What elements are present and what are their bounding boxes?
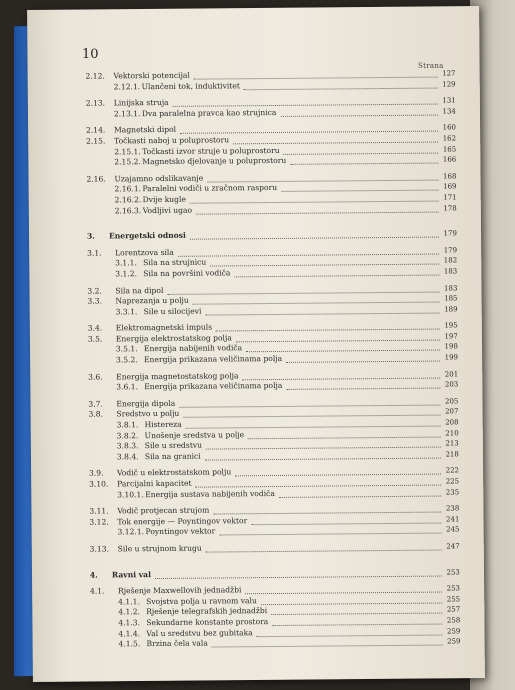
toc-entry-page: 179	[443, 229, 457, 238]
toc-entry-number: 3.9.	[88, 468, 104, 479]
toc-dot-leader	[286, 378, 440, 390]
toc-entry-page: 182	[443, 256, 458, 265]
toc-entry-page: 183	[443, 267, 458, 276]
toc-entry-number: 2.13.1.	[113, 108, 141, 119]
toc-entry-number: 3.6.	[88, 372, 103, 382]
toc-entry-number: 3.1.	[87, 248, 102, 258]
toc-entry-page: 171	[443, 193, 457, 202]
toc-entry-page: 238	[445, 504, 460, 513]
toc-entry-page: 245	[446, 525, 460, 534]
toc-dot-leader	[205, 447, 441, 460]
toc-entry-page: 168	[442, 172, 457, 181]
toc-entry-page: 255	[446, 595, 461, 604]
toc-entry-title: Naprezanja u polju	[115, 295, 189, 306]
toc-dot-leader	[281, 104, 438, 116]
toc-entry-page: 207	[445, 407, 459, 416]
toc-entry-number: 3.5.2.	[115, 355, 138, 365]
toc-dot-leader	[190, 227, 439, 240]
toc-entry-page: 195	[444, 321, 458, 330]
toc-dot-leader	[244, 77, 438, 90]
toc-entry-number: 3.10.1.	[117, 489, 144, 499]
toc-entry-number: 3.4.	[87, 323, 103, 333]
toc-entry-page: 213	[445, 439, 459, 448]
toc-entry-page: 189	[444, 305, 458, 314]
toc-entry-number: 4.1.5.	[118, 639, 141, 649]
toc-entry-page: 210	[445, 429, 459, 438]
toc-entry-page: 253	[446, 567, 460, 577]
toc-entry-title: Tok energije — Poyntingov vektor	[117, 516, 248, 527]
toc-entry-number: 4.1.1.	[118, 596, 140, 607]
toc-entry-number: 4.1.3.	[118, 618, 141, 628]
page-number: 10	[82, 47, 99, 62]
toc-entry-page: 201	[444, 370, 459, 379]
toc-entry-title: Sile u strujnom krugu	[117, 543, 202, 554]
toc-entry-number: 4.1.	[89, 586, 105, 596]
toc-entry-title: Linijska struja	[113, 98, 169, 108]
toc-entry-number: 2.16.1.	[114, 184, 142, 194]
toc-entry-title: Dvije kugle	[142, 194, 186, 205]
toc-entry-number: 2.15.2.	[114, 157, 141, 167]
toc-entry-title: Uzajamno odslikavanje	[114, 173, 204, 184]
table-of-contents	[85, 68, 462, 650]
toc-entry-page: 218	[445, 450, 459, 459]
toc-entry-page: 259	[446, 626, 461, 636]
toc-entry-title: Magnetski dipol	[113, 125, 177, 135]
toc-entry-number: 4.1.4.	[118, 628, 141, 638]
toc-entry-page: 257	[446, 605, 461, 614]
toc-entry-number: 3.10.	[89, 479, 109, 489]
toc-entry-number: 3.12.	[89, 517, 109, 527]
toc-entry-number: 3.8.3.	[116, 441, 139, 451]
toc-dot-leader	[211, 635, 442, 648]
toc-entry-page: 258	[446, 616, 461, 625]
toc-entry-page: 208	[445, 418, 459, 427]
toc-entry-page: 253	[446, 584, 461, 593]
toc-entry-title: Energija dipola	[116, 398, 176, 409]
toc-entry-number: 3.7.	[88, 399, 103, 409]
toc-entry-number: 3.6.1.	[116, 382, 139, 392]
toc-entry-title: Vodič u elektrostatskom polju	[116, 467, 232, 478]
toc-entry-number: 3.3.	[87, 296, 103, 306]
toc-entry-number: 3.8.4.	[116, 451, 139, 462]
toc-dot-leader	[279, 485, 441, 497]
toc-entry-page: 134	[442, 107, 456, 116]
toc-entry-title: Svojstva polja u ravnom valu	[146, 595, 257, 606]
toc-entry-title: Ulančeni tok, induktivitet	[141, 80, 240, 91]
toc-entry-title: Energija elektrostatskog polja	[115, 333, 232, 344]
toc-entry-number: 2.16.2.	[114, 195, 142, 205]
toc-entry-title: Vodič protjecan strujom	[117, 505, 210, 516]
toc-entry-title: Energija sustava nabijenih vodiča	[145, 488, 275, 499]
toc-entry-title: Sredstvo u polju	[116, 409, 180, 419]
toc-entry-title: Sila na strujnicu	[143, 257, 207, 268]
toc-dot-leader	[234, 264, 439, 277]
toc-entry-number: 3.5.1.	[115, 344, 138, 354]
toc-entry-page: 235	[445, 487, 460, 497]
toc-entry-number: 3.11.	[89, 506, 109, 516]
toc-entry-number: 3.12.1.	[117, 527, 145, 537]
toc-entry-page: 127	[442, 69, 456, 78]
toc-entry-title: Histereza	[144, 419, 182, 430]
toc-entry-title: Paralelni vodiči u zračnom rasporu	[142, 183, 278, 194]
toc-entry-page: 165	[442, 144, 457, 154]
toc-dot-leader	[206, 540, 442, 553]
toc-dot-leader	[219, 523, 441, 536]
toc-entry-page: 183	[443, 283, 458, 293]
toc-entry-title: Parcijalni kapacitet	[117, 478, 192, 489]
toc-entry-number: 3.8.2.	[116, 430, 139, 441]
toc-entry-title: Energija prikazana veličinama polja	[144, 381, 283, 392]
toc-entry-number: 3.1.2.	[115, 269, 138, 279]
toc-entry-number: 3.2.	[87, 285, 102, 296]
toc-entry-title: Sila na površini vodiča	[143, 268, 231, 279]
toc-entry-title: Energija magnetostatskog polja	[116, 370, 239, 382]
toc-entry-title: Sila na granici	[144, 451, 201, 461]
toc-entry-page: 178	[443, 203, 457, 213]
toc-entry-number: 4.1.2.	[118, 607, 140, 617]
toc-entry-title: Točkasti naboj u poluprostoru	[114, 135, 230, 146]
toc-entry-title: Brzina čela vala	[146, 638, 208, 649]
toc-entry-number: 4.	[89, 570, 98, 580]
toc-entry-title: Sila na dipol	[115, 285, 164, 295]
toc-entry-number: 2.16.	[86, 174, 106, 184]
toc-dot-leader	[290, 153, 438, 165]
toc-entry-title: Energetski odnosi	[108, 230, 186, 241]
toc-entry-title: Vektorski potencijal	[113, 70, 190, 81]
toc-dot-leader	[196, 201, 439, 214]
toc-entry-number: 3.3.1.	[115, 306, 138, 317]
toc-entry-page: 241	[445, 515, 460, 524]
toc-dot-leader	[286, 351, 440, 363]
toc-entry-title: Poyntingov vektor	[145, 526, 216, 537]
toc-entry-title: Rješenje telegrafskih jednadžbi	[146, 606, 268, 617]
toc-entry-page: 203	[444, 380, 459, 389]
toc-entry-title: Dva paralelna pravca kao strujnica	[141, 107, 277, 118]
toc-entry-number: 2.16.3.	[114, 205, 142, 215]
toc-entry-page: 162	[442, 134, 457, 143]
toc-entry-number: 2.12.1.	[113, 81, 141, 91]
toc-entry-title: Energija prikazana veličinama polja	[143, 353, 283, 365]
toc-entry-page: 259	[447, 637, 461, 646]
toc-entry-page: 205	[444, 397, 459, 406]
toc-entry-number: 3.1.1.	[115, 258, 137, 268]
toc-entry-page: 131	[442, 96, 456, 105]
toc-entry-page: 185	[444, 294, 458, 303]
toc-entry-number: 3.8.	[88, 409, 104, 420]
toc-entry-number: 2.12.	[85, 71, 105, 81]
toc-entry-title: Energija nabijenih vodiča	[143, 343, 243, 354]
toc-entry-title: Magnetsko djelovanje u poluprostoru	[142, 156, 287, 167]
toc-entry-title: Ravni val	[111, 569, 152, 579]
toc-entry-page: 225	[445, 477, 460, 486]
toc-entry-title: Vodljivi ugao	[142, 205, 193, 215]
toc-entry-number: 3.	[86, 231, 95, 241]
toc-entry-page: 179	[443, 246, 458, 255]
toc-entry-title: Rješenje Maxwellovih jednadžbi	[117, 585, 242, 596]
toc-entry-title: Val u sredstvu bez gubitaka	[146, 627, 253, 638]
toc-entry-page: 199	[444, 353, 459, 362]
toc-entry-title: Sile u silocijevi	[143, 306, 202, 316]
toc-entry-page: 247	[446, 542, 460, 551]
page-column-header: Strana	[418, 62, 444, 70]
toc-entry-number: 3.13.	[89, 544, 110, 554]
toc-entry-number: 2.15.1.	[114, 146, 141, 156]
toc-entry-page: 197	[444, 332, 458, 341]
toc-entry-number: 3.5.	[87, 334, 103, 344]
toc-entry-number: 3.8.1.	[116, 420, 139, 430]
toc-entry-page: 198	[444, 342, 458, 351]
toc-entry-title: Sekundarne konstante prostora	[146, 616, 269, 628]
toc-dot-leader	[155, 565, 442, 579]
toc-entry-number: 2.13.	[85, 98, 106, 108]
toc-entry-title: Unošenje sredstva u polje	[144, 429, 245, 440]
toc-dot-leader	[206, 302, 440, 315]
toc-entry-title: Sile u sredstvu	[144, 440, 203, 451]
toc-entry-title: Lorentzova sila	[115, 247, 174, 258]
toc-entry-page: 222	[445, 466, 460, 475]
toc-entry-page: 129	[442, 79, 456, 89]
toc-entry-title: Elektromagnetski impuls	[115, 322, 213, 333]
toc-entry-page: 169	[443, 182, 457, 191]
toc-entry-number: 2.15.	[86, 136, 106, 146]
toc-entry-page: 160	[442, 123, 457, 132]
toc-entry-page: 166	[442, 155, 457, 164]
toc-entry-title: Točkasti izvor struje u poluprostoru	[142, 145, 280, 156]
toc-entry-number: 2.14.	[85, 125, 106, 136]
